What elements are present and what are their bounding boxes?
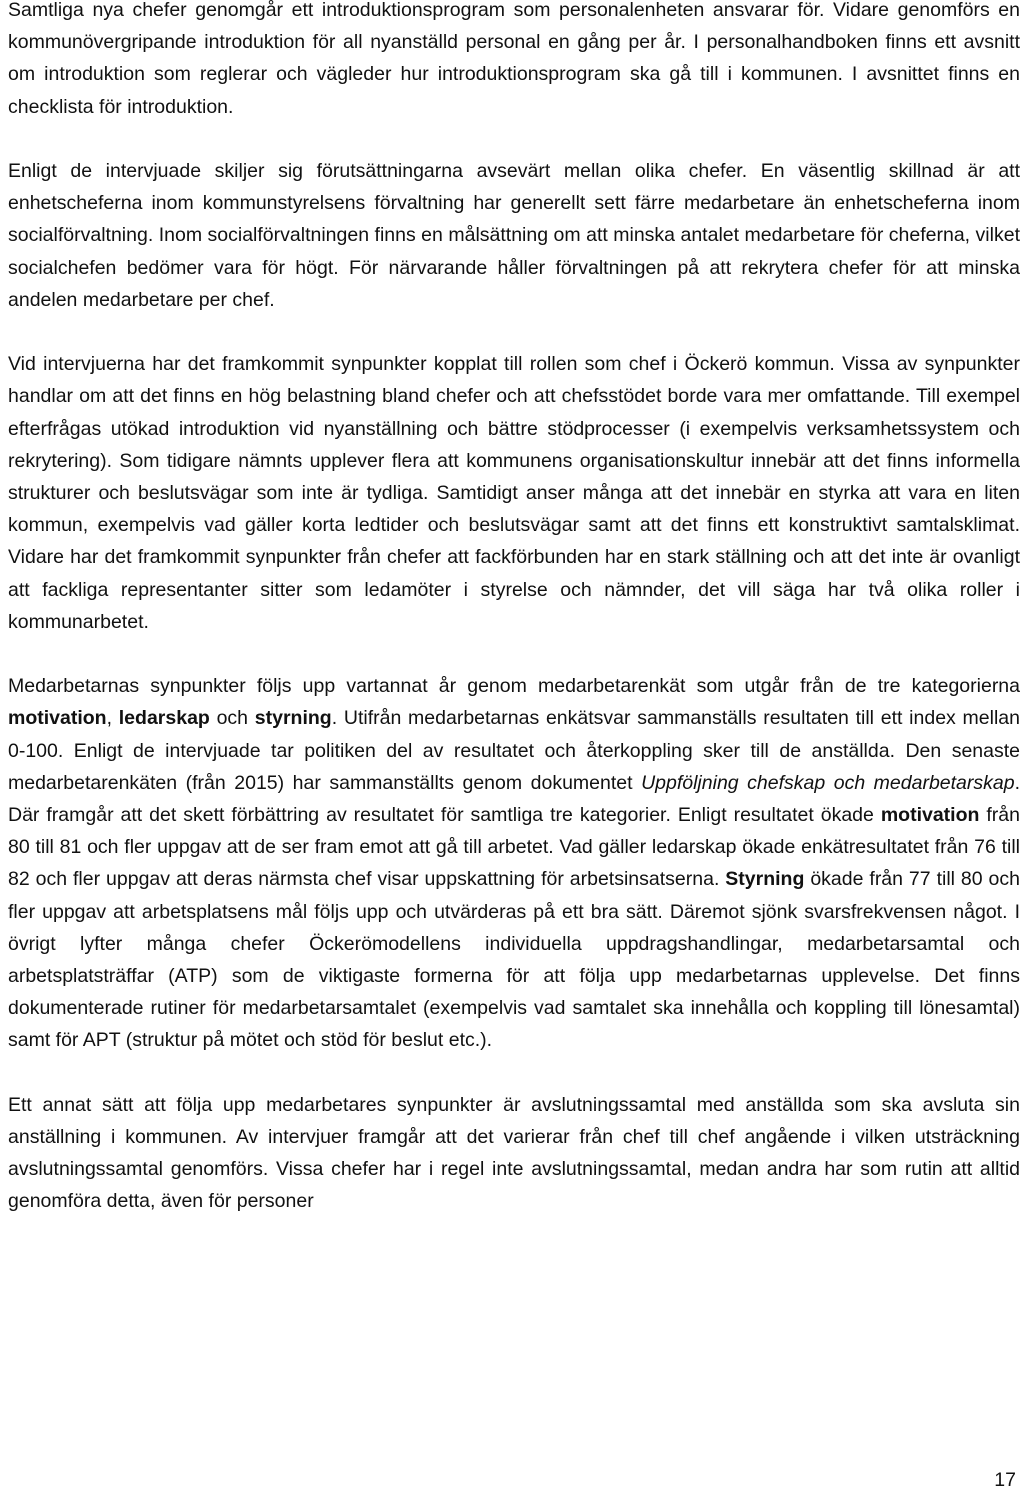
paragraph <box>8 1089 1020 1218</box>
text-run: och <box>209 707 255 730</box>
text-run: . Utifrån medarbetarnas enkätsvar sammanställs resultaten till ett index mellan 0-100. Enligt de intervjuade tar politiken del av resultatet och återkoppling sker till de anställda. Den senaste medarbetarenkäten (från 2015) har sammanställts genom dokumentet <box>8 707 1020 794</box>
text-run: , <box>106 707 119 730</box>
text-run: Medarbetarnas synpunkter följs upp vartannat år genom medarbetarenkät som utgår från de tre kategorierna <box>8 675 1020 698</box>
paragraph <box>8 155 1020 316</box>
paragraph <box>8 0 1020 123</box>
text-run: Samtliga nya chefer genomgår ett introduktionsprogram som personalenheten ansvarar för. Vidare genomförs en kommunövergripande introduktion för all nyanställd personal en gång per år. I personalhandboken finns ett avsnitt om introduktion som reglerar och vägleder hur introduktionsprogram ska gå till i kommunen. I avsnittet finns en checklista för introduktion. <box>8 0 1020 118</box>
bold-text-run: Styrning <box>725 868 805 891</box>
text-run: Enligt de intervjuade skiljer sig förutsättningarna avsevärt mellan olika chefer. En väsentlig skillnad är att enhetscheferna inom kommunstyrelsens förvaltning har generellt sett färre medarbetare än enhetscheferna inom socialförvaltning. Inom socialförvaltningen finns en målsättning om att minska antalet medarbetare för cheferna, vilket socialchefen bedömer vara för högt. För närvarande håller förvaltningen på att rekrytera chefer för att minska andelen medarbetare per chef. <box>8 160 1020 311</box>
bold-text-run: ledarskap <box>118 707 210 730</box>
text-run: från 80 till 81 och fler uppgav att de ser fram emot att gå till arbetet. Vad gäller ledarskap ökade enkätresultatet från 76 till 82 och fler uppgav att deras närmsta chef visar uppskattning för arbetsinsatserna. <box>8 804 1020 891</box>
bold-text-run: motivation <box>8 707 107 730</box>
text-run: ökade från 77 till 80 och fler uppgav att arbetsplatsens mål följs upp och utvärderas på ett bra sätt. Däremot sjönk svarsfrekvensen något. I övrigt lyfter många chefer Öckerömodellens individuella uppdragshandlingar, medarbetarsamtal och arbetsplatsträffar (ATP) som de viktigaste formerna för att följa upp medarbetarnas upplevelse. Det finns dokumenterade rutiner för medarbetarsamtalet (exempelvis vad samtalet ska innehålla och koppling till lönesamtal) samt för APT (struktur på mötet och stöd för beslut etc.). <box>8 868 1020 1052</box>
italic-text-run: Uppföljning chefskap och medarbetarskap <box>641 771 1015 794</box>
document-page <box>8 0 1020 1218</box>
paragraph <box>8 348 1020 638</box>
bold-text-run: styrning <box>254 707 332 730</box>
bold-text-run: motivation <box>880 804 980 827</box>
page-number: 17 <box>994 1469 1016 1491</box>
text-run: Ett annat sätt att följa upp medarbetares synpunkter är avslutningssamtal med anställda som ska avsluta sin anställning i kommunen. Av intervjuer framgår att det varierar från chef till chef angående i vilken utsträckning avslutningssamtal genomförs. Vissa chefer har i regel inte avslutningssamtal, medan andra har som rutin att alltid genomföra detta, även för personer <box>8 1093 1020 1213</box>
body-text <box>8 0 1020 1218</box>
paragraph <box>8 670 1020 1056</box>
text-run: Vid intervjuerna har det framkommit synpunkter kopplat till rollen som chef i Öckerö kommun. Vissa av synpunkter handlar om att det finns en hög belastning bland chefer och att chefsstödet borde vara mer omfattande. Till exempel efterfrågas utökad introduktion vid nyanställning och bättre stödprocesser (i exempelvis verksamhetssystem och rekrytering). Som tidigare nämnts upplever flera att kommunens organisationskultur innebär att det finns informella strukturer och beslutsvägar som inte är tydliga. Samtidigt anser många att det innebär en styrka att vara en liten kommun, exempelvis vad gäller korta ledtider och beslutsvägar samt att det finns ett konstruktivt samtalsklimat. Vidare har det framkommit synpunkter från chefer att fackförbunden har en stark ställning och att det inte är ovanligt att fackliga representanter sitter som ledamöter i styrelse och nämnder, det vill säga har två olika roller i kommunarbetet. <box>8 353 1020 633</box>
text-run: . Där framgår att det skett förbättring av resultatet för samtliga tre kategorier. Enligt resultatet ökade <box>8 771 1021 827</box>
